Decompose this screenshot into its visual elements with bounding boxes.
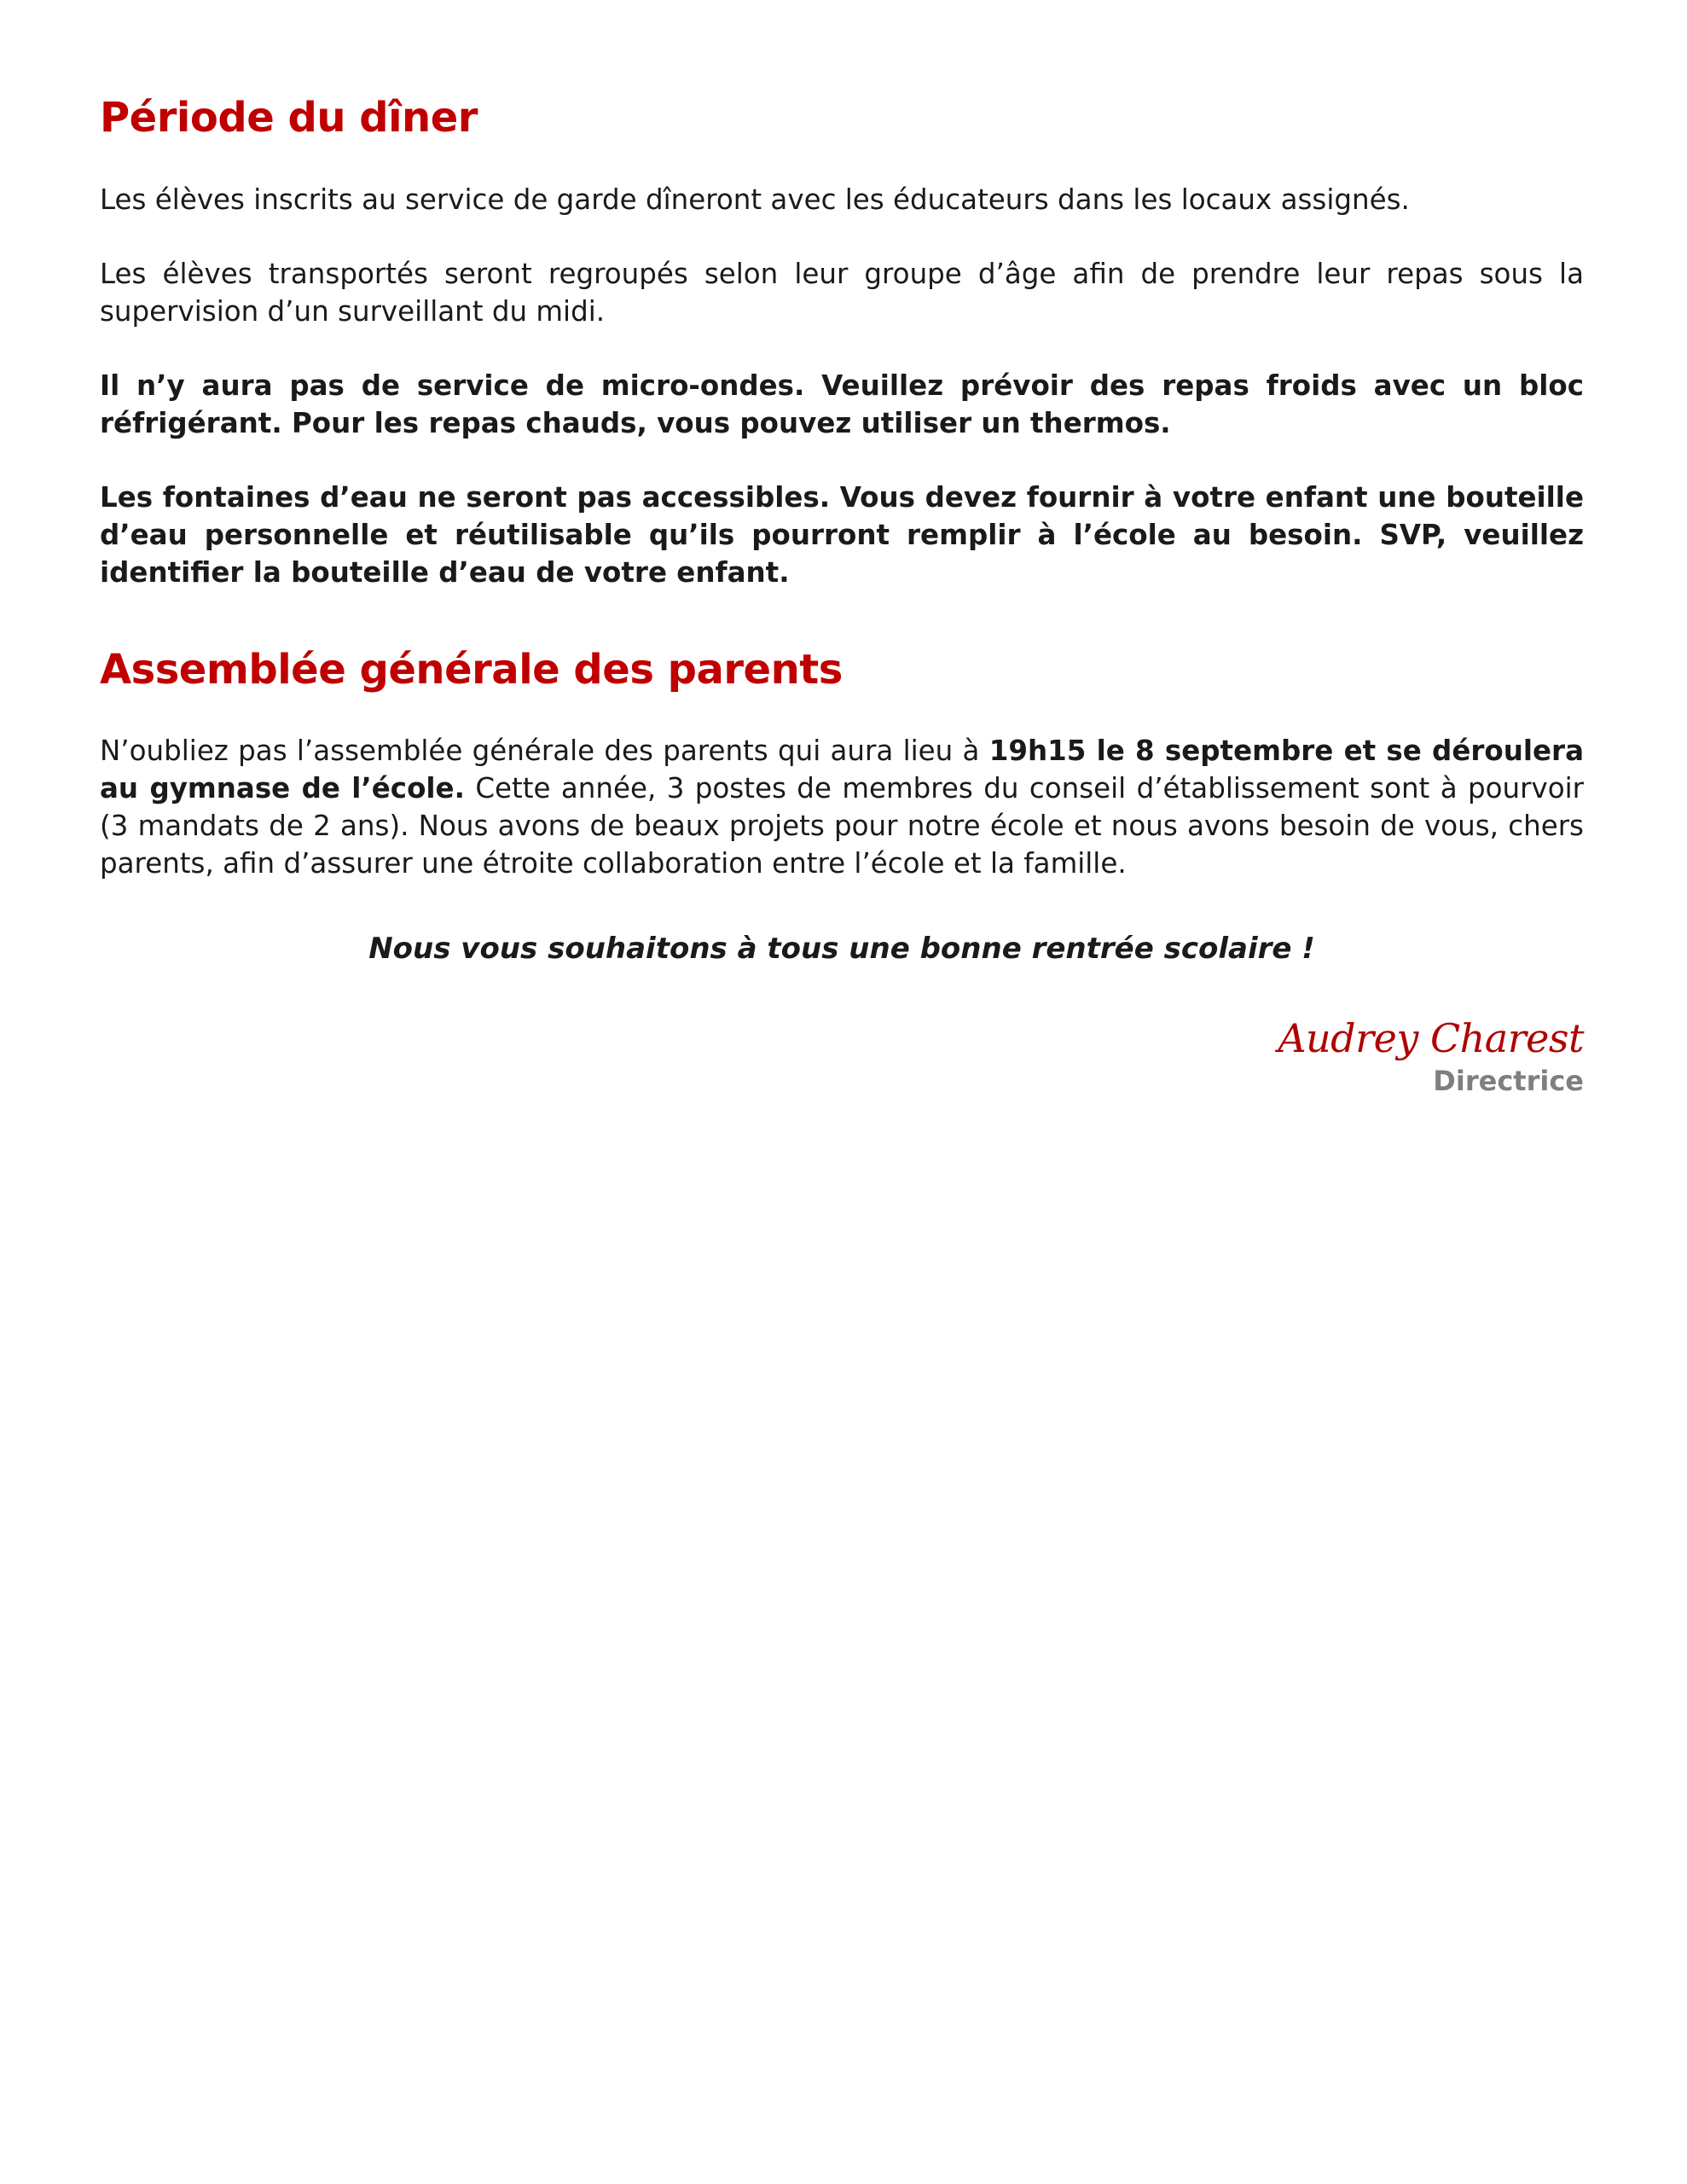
section-title-assembly: Assemblée générale des parents — [100, 645, 843, 694]
paragraph-assembly — [100, 732, 1584, 882]
section-title-lunch: Période du dîner — [100, 94, 478, 142]
letter-page — [100, 94, 1584, 1099]
closing-wish: Nous vous souhaitons à tous une bonne rentrée scolaire ! — [368, 932, 1315, 967]
paragraph-water: Les fontaines d’eau ne seront pas accessibles. Vous devez fournir à votre enfant une bouteille d’eau personnelle et réutilisable qu’ils pourront remplir à l’école au besoin. SVP, veuillez identifier la bouteille d’eau de votre enfant. — [100, 480, 1584, 589]
assembly-details: Cette année, 3 postes de membres du conseil d’établissement sont à pourvoir (3 mandats de 2 ans). Nous avons de beaux projets pour notre école et nous avons besoin de vous, chers parents, afin d’assurer une étroite collaboration entre l’école et la famille. — [100, 772, 1584, 880]
assembly-date-place: 19h15 le 8 septembre et se déroulera au gymnase de l’école. — [100, 735, 1584, 805]
section-lunch-period — [100, 94, 1584, 591]
section-general-assembly — [100, 646, 1584, 883]
signature-name: Audrey Charest — [1278, 1015, 1584, 1062]
signature-role: Directrice — [1433, 1064, 1584, 1097]
paragraph-microwave: Il n’y aura pas de service de micro-ondes. Veuillez prévoir des repas froids avec un bloc réfrigérant. Pour les repas chauds, vous pouvez utiliser un thermos. — [100, 369, 1584, 439]
paragraph-transported: Les élèves transportés seront regroupés selon leur groupe d’âge afin de prendre leur repas sous la supervision d’un surveillant du midi. — [100, 257, 1584, 328]
assembly-intro: N’oubliez pas l’assemblée générale des parents qui aura lieu à — [100, 735, 989, 768]
signature-block — [100, 1017, 1584, 1099]
paragraph-daycare: Les élèves inscrits au service de garde dîneront avec les éducateurs dans les locaux assignés. — [100, 183, 1410, 216]
